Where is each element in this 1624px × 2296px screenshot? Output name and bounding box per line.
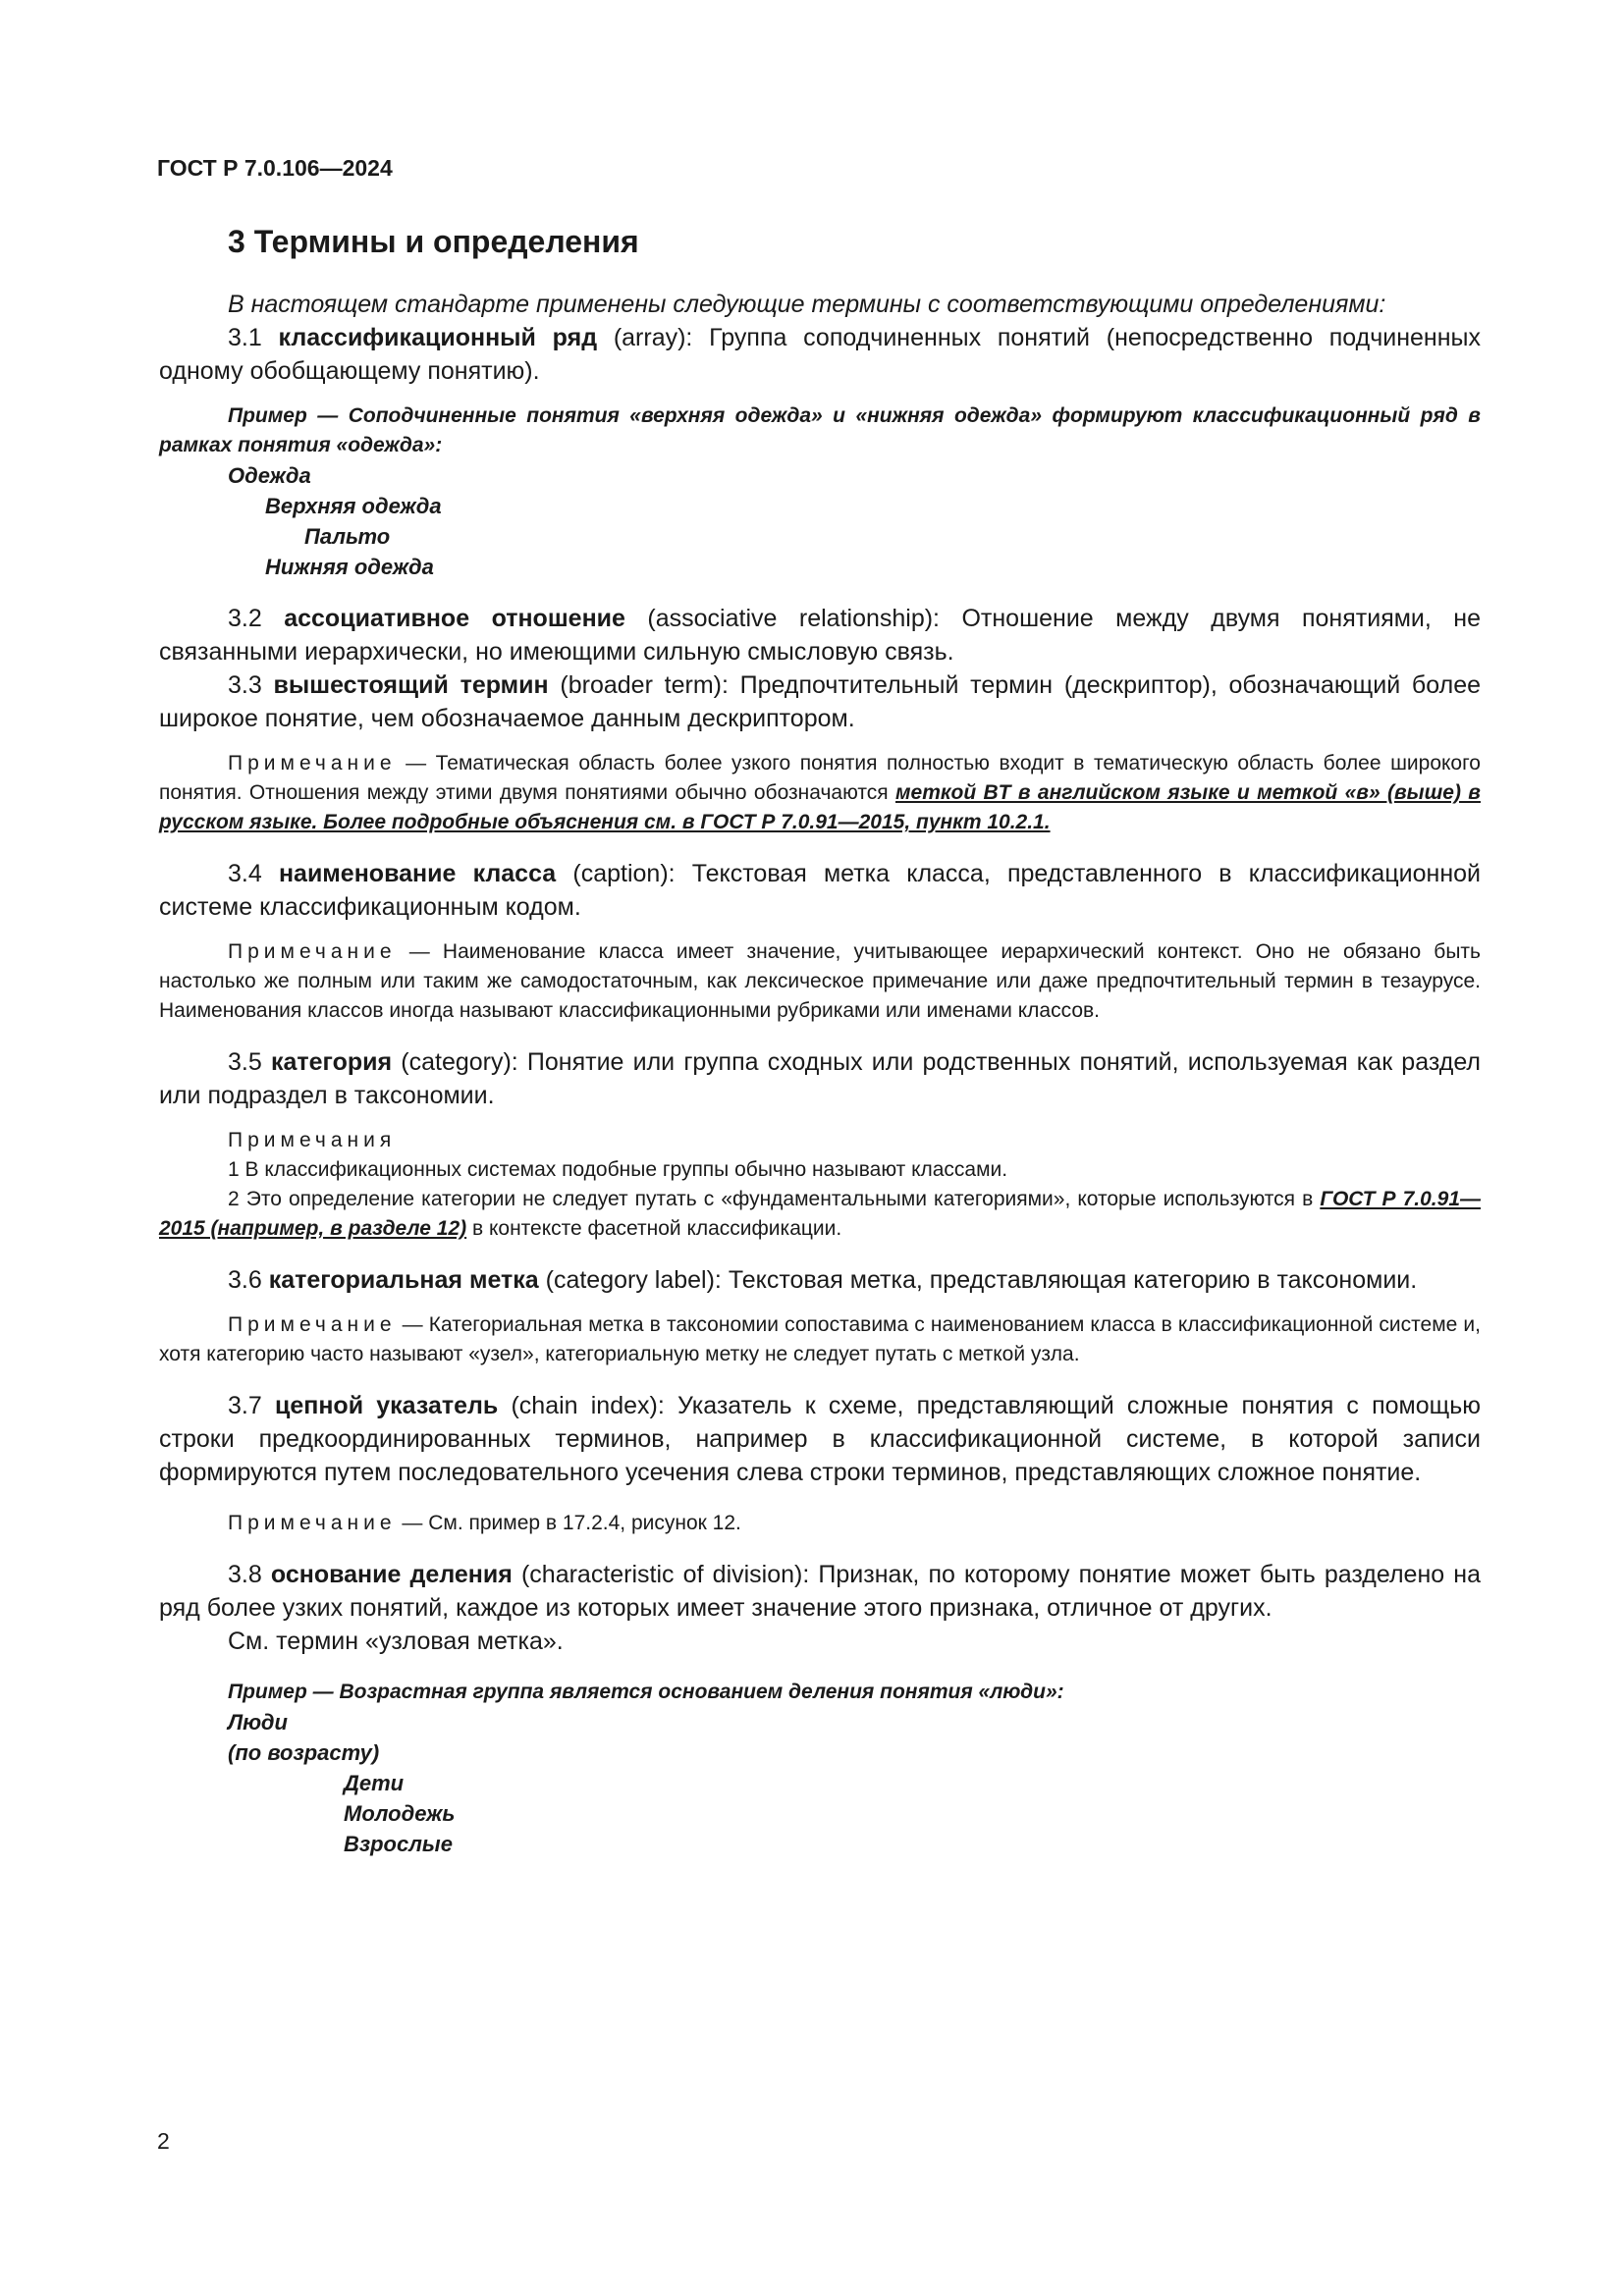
page-number: 2	[157, 2128, 170, 2154]
example-caption: Пример — Соподчиненные понятия «верхняя одежда» и «нижняя одежда» формируют классификационный ряд в рамках понятия «одежда»:	[159, 404, 1481, 456]
term-number: 3.2	[228, 605, 285, 632]
term-3-4	[159, 857, 1481, 924]
section-content	[159, 224, 1481, 1859]
tree-node: Дети	[344, 1771, 405, 1795]
term-definition: (chain index): Указатель к схеме, представляющий сложные понятия с помощью строки предкоординированных терминов, например в классификационной системе, в которой записи формируются путем последовательного усечения слева строки терминов, представляющих сложное понятие.	[159, 1392, 1481, 1486]
note-label: Примечание	[228, 1313, 397, 1336]
standard-header: ГОСТ Р 7.0.106—2024	[157, 155, 393, 181]
term-3-6	[159, 1263, 1481, 1297]
tree-node: Одежда	[228, 463, 311, 488]
note-item: 1 В классификационных системах подобные группы обычно называют классами.	[228, 1158, 1008, 1181]
note-3-3	[159, 749, 1481, 837]
tree-node: Взрослые	[344, 1832, 453, 1856]
term-name: вышестоящий термин	[273, 671, 549, 699]
term-3-5	[159, 1045, 1481, 1112]
tree-node: Молодежь	[344, 1801, 456, 1826]
term-name: категориальная метка	[268, 1266, 539, 1294]
term-number: 3.7	[228, 1392, 275, 1419]
tree-node: Люди	[228, 1710, 288, 1735]
example-tree	[159, 1707, 1481, 1859]
note-label: Примечание	[228, 1512, 397, 1534]
note-3-4	[159, 937, 1481, 1026]
term-name: ассоциативное отношение	[284, 605, 625, 632]
term-3-2	[159, 602, 1481, 668]
note-text: — Категориальная метка в таксономии сопоставима с наименованием класса в классификационной системе и, хотя категорию часто называют «узел», категориальную метку не следует путать с меткой узла.	[159, 1313, 1481, 1365]
notes-label-line	[159, 1126, 1481, 1155]
term-name: классификационный ряд	[278, 324, 598, 351]
notes-3-5	[159, 1126, 1481, 1244]
example-tree	[159, 460, 1481, 582]
term-name: цепной указатель	[274, 1392, 499, 1419]
term-definition: (broader term): Предпочтительный термин (дескриптор), обозначающий более широкое понятие, чем обозначаемое данным дескриптором.	[159, 671, 1482, 732]
note-text: — Тематическая область более узкого понятия полностью входит в тематическую область более широкого понятия. Отношения между этими двумя понятиями обычно обозначаются	[159, 752, 1481, 804]
note-label: Примечания	[228, 1129, 397, 1151]
term-name: наименование класса	[278, 860, 557, 887]
tree-node: Верхняя одежда	[265, 494, 442, 518]
term-number: 3.3	[228, 671, 274, 699]
note-label: Примечание	[228, 940, 397, 963]
see-also-term: См. термин «узловая метка».	[228, 1628, 564, 1655]
term-definition: (array): Группа соподчиненных понятий (непосредственно подчиненных одному обобщающему понятию).	[159, 324, 1482, 385]
term-definition: (caption): Текстовая метка класса, представленного в классификационной системе классификационным кодом.	[159, 860, 1481, 921]
term-number: 3.5	[228, 1048, 271, 1076]
note-text: — Наименование класса имеет значение, учитывающее иерархический контекст. Оно не обязано быть настолько же полным или таким же самодостаточным, как лексическое примечание или даже предпочтительный термин в тезаурусе. Наименования классов иногда называют классификационными рубриками или именами классов.	[159, 940, 1481, 1022]
term-3-8	[159, 1558, 1481, 1625]
term-definition: (category): Понятие или группа сходных или родственных понятий, используемая как раздел или подраздел в таксономии.	[159, 1048, 1481, 1109]
note-emphasis: меткой BT в английском языке и меткой «в» (выше) в русском языке. Более подробные объяснения см. в ГОСТ Р 7.0.91—2015, пункт 10.2.1.	[159, 781, 1481, 833]
term-number: 3.8	[228, 1561, 271, 1588]
intro-paragraph: В настоящем стандарте применены следующие термины с соответствующими определениями:	[228, 291, 1386, 318]
note-3-7	[159, 1509, 1481, 1538]
note-emphasis: ГОСТ Р 7.0.91—2015 (например, в разделе 12)	[159, 1188, 1482, 1240]
tree-node: (по возрасту)	[228, 1740, 380, 1765]
tree-node: Нижняя одежда	[265, 555, 434, 579]
tree-node: Пальто	[304, 524, 391, 549]
section-title: 3 Термины и определения	[228, 224, 639, 259]
term-name: категория	[270, 1048, 393, 1076]
example-caption: Пример — Возрастная группа является основанием деления понятия «люди»:	[228, 1681, 1064, 1703]
note-label: Примечание	[228, 752, 397, 774]
term-definition: (associative relationship): Отношение между двумя понятиями, не связанными иерархически, но имеющими сильную смысловую связь.	[159, 605, 1482, 666]
term-number: 3.1	[228, 324, 279, 351]
term-3-7	[159, 1389, 1481, 1489]
note-item	[159, 1185, 1481, 1244]
term-number: 3.6	[228, 1266, 269, 1294]
note-text: 2 Это определение категории не следует путать с «фундаментальными категориями», которые используются в	[228, 1188, 1321, 1210]
term-name: основание деления	[270, 1561, 513, 1588]
term-number: 3.4	[228, 860, 279, 887]
term-definition: (characteristic of division): Признак, по которому понятие может быть разделено на ряд более узких понятий, каждое из которых имеет значение этого признака, отличное от других.	[159, 1561, 1482, 1622]
note-3-6	[159, 1310, 1481, 1369]
note-text: в контексте фасетной классификации.	[466, 1217, 842, 1240]
term-definition: (category label): Текстовая метка, представляющая категорию в таксономии.	[538, 1266, 1418, 1294]
term-3-1	[159, 321, 1481, 388]
term-3-3	[159, 668, 1481, 735]
note-text: — См. пример в 17.2.4, рисунок 12.	[396, 1512, 741, 1534]
